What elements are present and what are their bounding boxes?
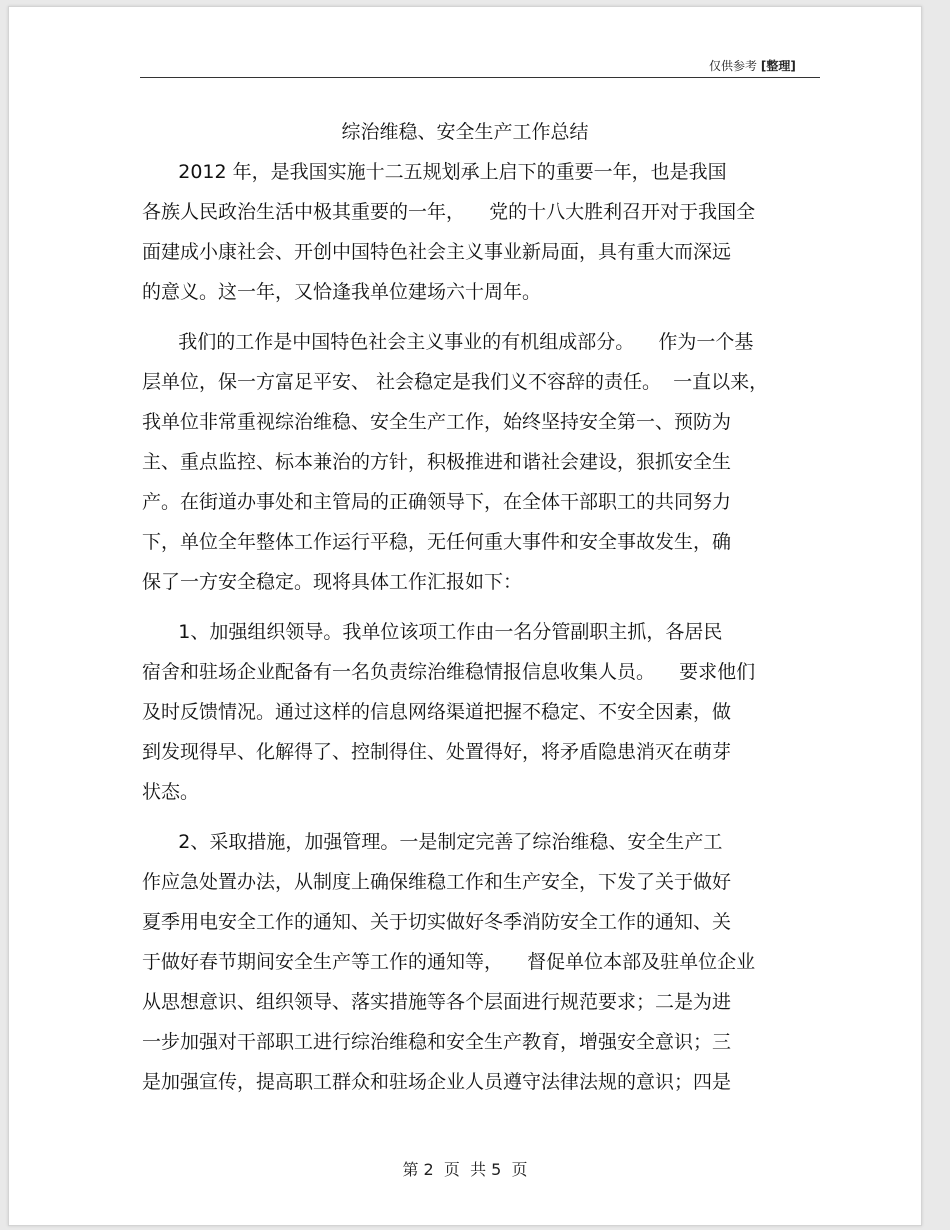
body-line: 宿舍和驻场企业配备有一名负责综治维稳情报信息收集人员。 要求他们 (142, 661, 756, 683)
body-line: 保了一方安全稳定。现将具体工作汇报如下： (142, 571, 523, 593)
body-line: 夏季用电安全工作的通知、关于切实做好冬季消防安全工作的通知、关 (142, 911, 732, 933)
body-line: 于做好春节期间安全生产等工作的通知等， 督促单位本部及驻单位企业 (142, 951, 756, 973)
body-line: 层单位，保一方富足平安、 社会稳定是我们义不容辞的责任。 一直以来， (142, 371, 769, 393)
body-line: 从思想意识、组织领导、落实措施等各个层面进行规范要求；二是为进 (142, 991, 732, 1013)
header-rule (140, 77, 820, 78)
body-line: 主、重点监控、标本兼治的方针，积极推进和谐社会建设，狠抓安全生 (142, 451, 732, 473)
body-line: 到发现得早、化解得了、控制得住、处置得好，将矛盾隐患消灭在萌芽 (142, 741, 732, 763)
body-line: 是加强宣传，提高职工群众和驻场企业人员遵守法律法规的意识；四是 (142, 1071, 732, 1093)
body-line: 我们的工作是中国特色社会主义事业的有机组成部分。 作为一个基 (142, 331, 754, 353)
body-line: 的意义。这一年，又恰逢我单位建场六十周年。 (142, 281, 542, 303)
body-line: 2、采取措施，加强管理。一是制定完善了综治维稳、安全生产工 (142, 831, 723, 853)
body-line: 下，单位全年整体工作运行平稳，无任何重大事件和安全事故发生，确 (142, 531, 732, 553)
header-note-text: 仅供参考 (709, 59, 758, 73)
body-line: 我单位非常重视综治维稳、安全生产工作，始终坚持安全第一、预防为 (142, 411, 732, 433)
document-title: 综治维稳、安全生产工作总结 (341, 121, 589, 143)
page-indicator: 第 2 页 共 5 页 (402, 1160, 528, 1179)
body-line: 各族人民政治生活中极其重要的一年， 党的十八大胜利召开对于我国全 (142, 201, 756, 223)
body-line: 及时反馈情况。通过这样的信息网络渠道把握不稳定、不安全因素，做 (142, 701, 732, 723)
header-note (709, 57, 796, 74)
body-line: 面建成小康社会、开创中国特色社会主义事业新局面，具有重大而深远 (142, 241, 732, 263)
body-line: 2012 年，是我国实施十二五规划承上启下的重要一年，也是我国 (142, 161, 727, 183)
body-line: 1、加强组织领导。我单位该项工作由一名分管副职主抓，各居民 (142, 621, 723, 643)
body-line: 产。在街道办事处和主管局的正确领导下，在全体干部职工的共同努力 (142, 491, 732, 513)
body-line: 状态。 (142, 781, 200, 803)
body-line: 作应急处置办法，从制度上确保维稳工作和生产安全，下发了关于做好 (142, 871, 732, 893)
body-line: 一步加强对干部职工进行综治维稳和安全生产教育，增强安全意识；三 (142, 1031, 732, 1053)
header-note-bracket: [整理] (760, 59, 796, 73)
document-page (8, 6, 922, 1226)
document-body (142, 152, 822, 1102)
